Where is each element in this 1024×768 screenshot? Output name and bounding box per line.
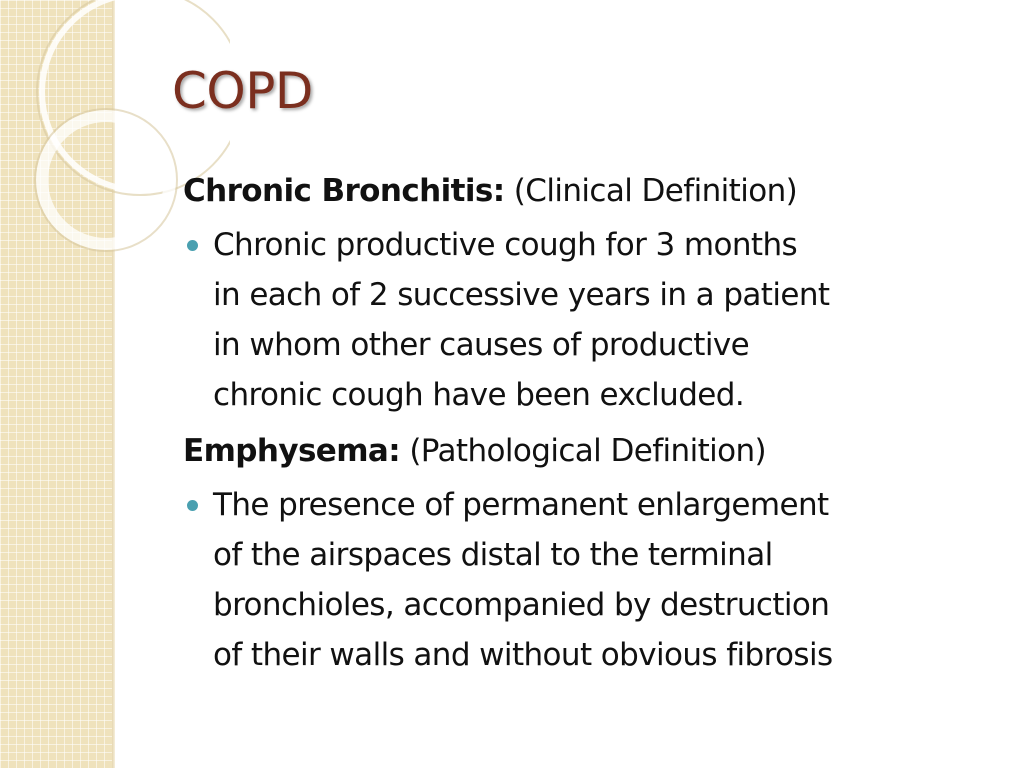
bullet-text-line: of their walls and without obvious fibrosis [213, 637, 833, 673]
bullet-text-line: in each of 2 successive years in a patient [213, 277, 830, 313]
slide-content [183, 166, 1003, 686]
section-definition-type: (Clinical Definition) [513, 173, 798, 209]
bullet-text-line: Chronic productive cough for 3 months [213, 227, 798, 263]
bullet-item-chronic-bronchitis [183, 220, 1003, 420]
section-term: Emphysema: [183, 433, 401, 469]
bullet-dot-icon [187, 500, 198, 511]
bullet-text-line: The presence of permanent enlargement [213, 487, 829, 523]
decorative-ring-small [42, 116, 170, 244]
slide-title: COPD [172, 62, 313, 120]
section-heading-emphysema [183, 426, 1003, 476]
section-term: Chronic Bronchitis: [183, 173, 505, 209]
section-definition-type: (Pathological Definition) [409, 433, 767, 469]
bullet-text-line: bronchioles, accompanied by destruction [213, 587, 830, 623]
bullet-dot-icon [187, 240, 198, 251]
bullet-text-line: of the airspaces distal to the terminal [213, 537, 773, 573]
bullet-item-emphysema [183, 480, 1003, 680]
bullet-text-line: in whom other causes of productive [213, 327, 750, 363]
bullet-text-line: chronic cough have been excluded. [213, 377, 745, 413]
section-heading-chronic-bronchitis [183, 166, 1003, 216]
decorative-ring-small-shadow [35, 109, 177, 251]
